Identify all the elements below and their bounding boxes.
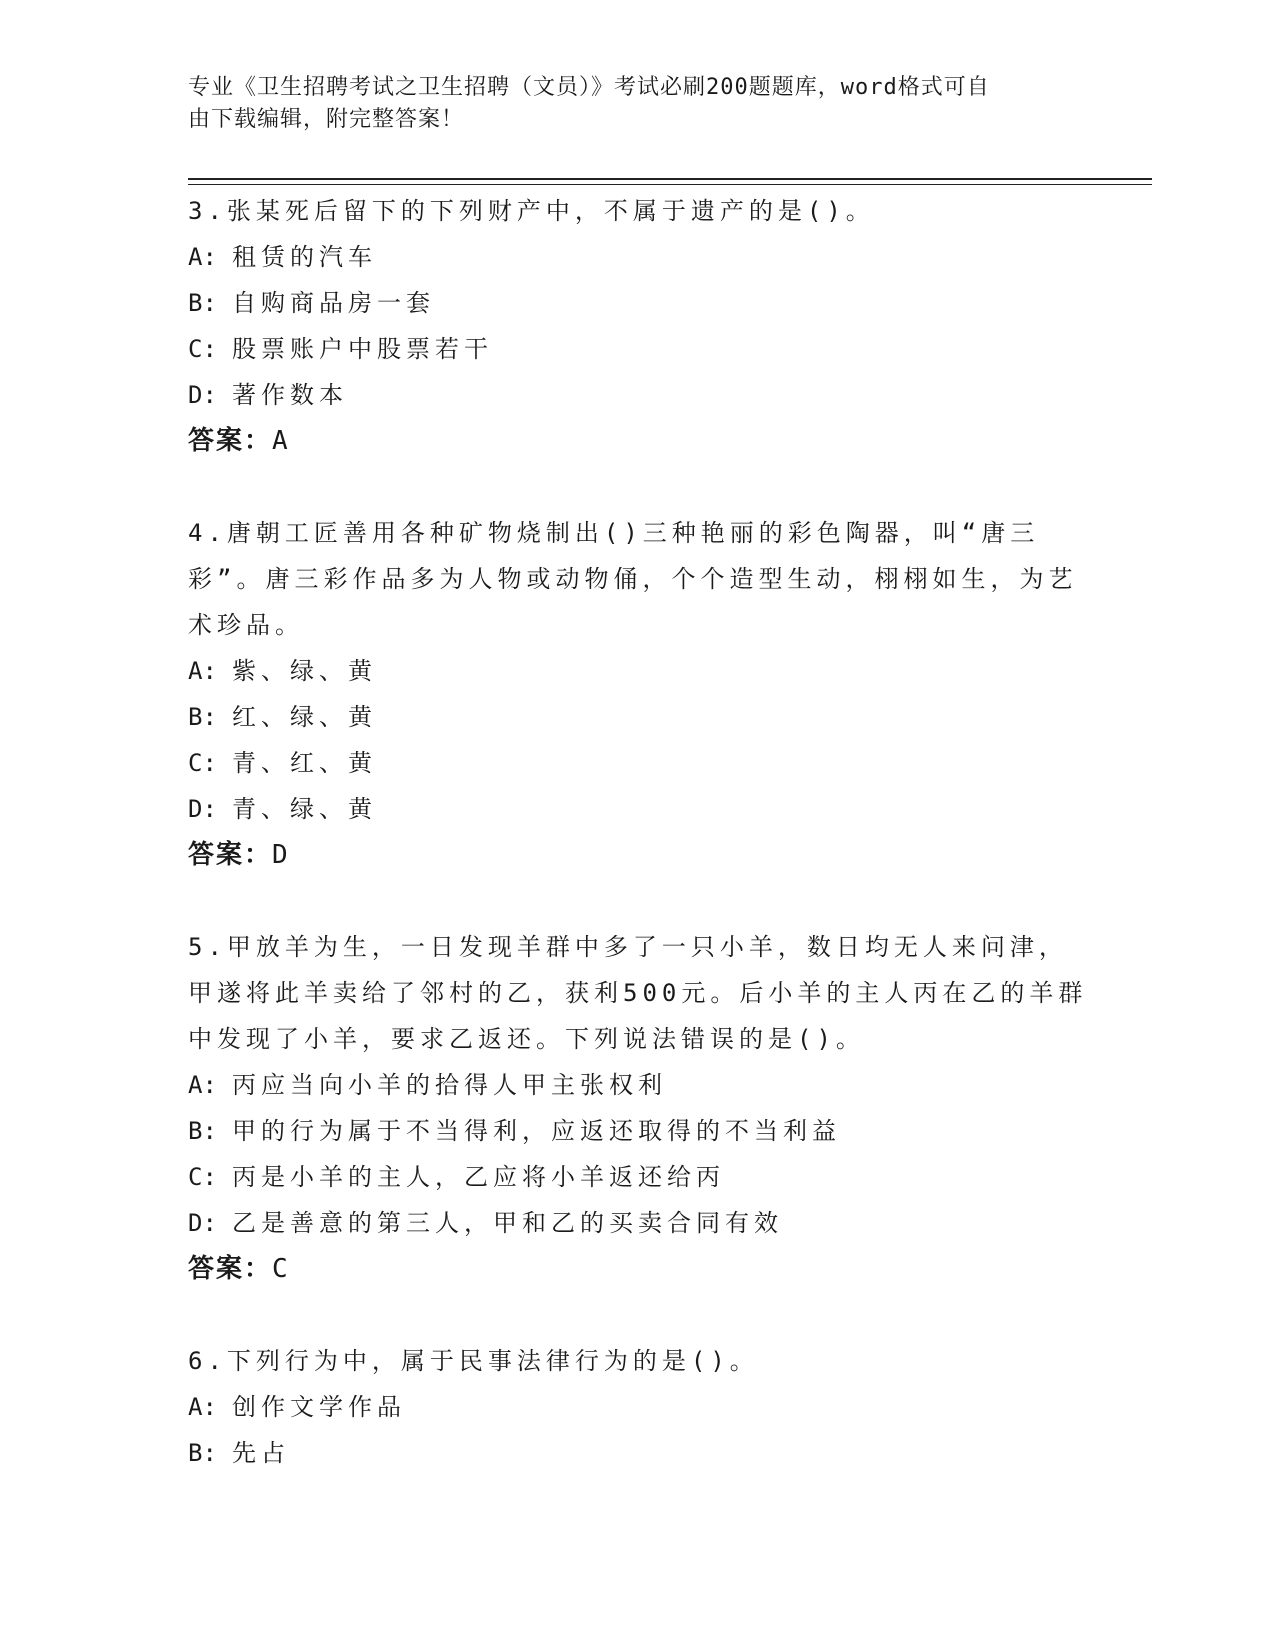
option-text: 甲的行为属于不当得利，应返还取得的不当利益 xyxy=(232,1117,841,1145)
option-key: B: xyxy=(188,289,217,317)
question-3 xyxy=(188,188,1088,464)
option-key: A: xyxy=(188,1071,217,1099)
option-d xyxy=(188,1200,1088,1246)
option-key: B: xyxy=(188,703,217,731)
question-stem: 6.下列行为中，属于民事法律行为的是()。 xyxy=(188,1347,759,1375)
option-text: 青、红、黄 xyxy=(232,749,377,777)
option-key: A: xyxy=(188,657,217,685)
option-key: A: xyxy=(188,243,217,271)
option-b xyxy=(188,694,1088,740)
option-text: 自购商品房一套 xyxy=(232,289,435,317)
option-key: C: xyxy=(188,335,217,363)
option-text: 著作数本 xyxy=(232,381,348,409)
spacer xyxy=(188,878,1088,924)
option-c xyxy=(188,326,1088,372)
spacer xyxy=(188,1292,1088,1338)
header-divider-thick xyxy=(188,178,1152,180)
question-stem: 4.唐朝工匠善用各种矿物烧制出()三种艳丽的彩色陶器，叫“唐三彩”。唐三彩作品多为人物或动物俑，个个造型生动，栩栩如生，为艺术珍品。 xyxy=(188,519,1078,639)
option-key: D: xyxy=(188,381,217,409)
answer-line xyxy=(188,418,1088,464)
document-header xyxy=(188,72,1068,136)
option-text: 丙应当向小羊的拾得人甲主张权利 xyxy=(232,1071,667,1099)
option-a xyxy=(188,648,1088,694)
header-divider-thin xyxy=(188,184,1152,185)
option-text: 紫、绿、黄 xyxy=(232,657,377,685)
option-d xyxy=(188,786,1088,832)
option-key: C: xyxy=(188,749,217,777)
answer-value: C xyxy=(272,1254,290,1284)
question-stem: 3.张某死后留下的下列财产中，不属于遗产的是()。 xyxy=(188,197,875,225)
header-line-1: 专业《卫生招聘考试之卫生招聘（文员）》考试必刷200题题库，word格式可自 xyxy=(188,75,990,100)
question-list xyxy=(188,188,1088,1476)
option-key: D: xyxy=(188,1209,217,1237)
question-stem: 5.甲放羊为生，一日发现羊群中多了一只小羊，数日均无人来问津，甲遂将此羊卖给了邻村的乙，获利500元。后小羊的主人丙在乙的羊群中发现了小羊，要求乙返还。下列说法错误的是()。 xyxy=(188,933,1088,1053)
answer-value: D xyxy=(272,840,290,870)
option-text: 青、绿、黄 xyxy=(232,795,377,823)
option-text: 乙是善意的第三人，甲和乙的买卖合同有效 xyxy=(232,1209,783,1237)
option-d xyxy=(188,372,1088,418)
answer-line xyxy=(188,1246,1088,1292)
answer-label: 答案： xyxy=(188,1254,273,1284)
option-text: 股票账户中股票若干 xyxy=(232,335,493,363)
option-key: A: xyxy=(188,1393,217,1421)
option-b xyxy=(188,1430,1088,1476)
option-text: 租赁的汽车 xyxy=(232,243,377,271)
option-a xyxy=(188,1384,1088,1430)
header-line-2: 由下载编辑，附完整答案！ xyxy=(188,107,465,132)
option-text: 先占 xyxy=(232,1439,290,1467)
answer-value: A xyxy=(272,426,290,456)
question-5 xyxy=(188,924,1088,1292)
option-c xyxy=(188,740,1088,786)
option-text: 丙是小羊的主人，乙应将小羊返还给丙 xyxy=(232,1163,725,1191)
question-6 xyxy=(188,1338,1088,1476)
answer-line xyxy=(188,832,1088,878)
answer-label: 答案： xyxy=(188,426,273,456)
option-b xyxy=(188,280,1088,326)
option-key: D: xyxy=(188,795,217,823)
option-a xyxy=(188,234,1088,280)
option-key: B: xyxy=(188,1439,217,1467)
option-b xyxy=(188,1108,1088,1154)
spacer xyxy=(188,464,1088,510)
option-key: B: xyxy=(188,1117,217,1145)
answer-label: 答案： xyxy=(188,840,273,870)
option-key: C: xyxy=(188,1163,217,1191)
question-4 xyxy=(188,510,1088,878)
option-a xyxy=(188,1062,1088,1108)
option-c xyxy=(188,1154,1088,1200)
option-text: 创作文学作品 xyxy=(232,1393,406,1421)
option-text: 红、绿、黄 xyxy=(232,703,377,731)
